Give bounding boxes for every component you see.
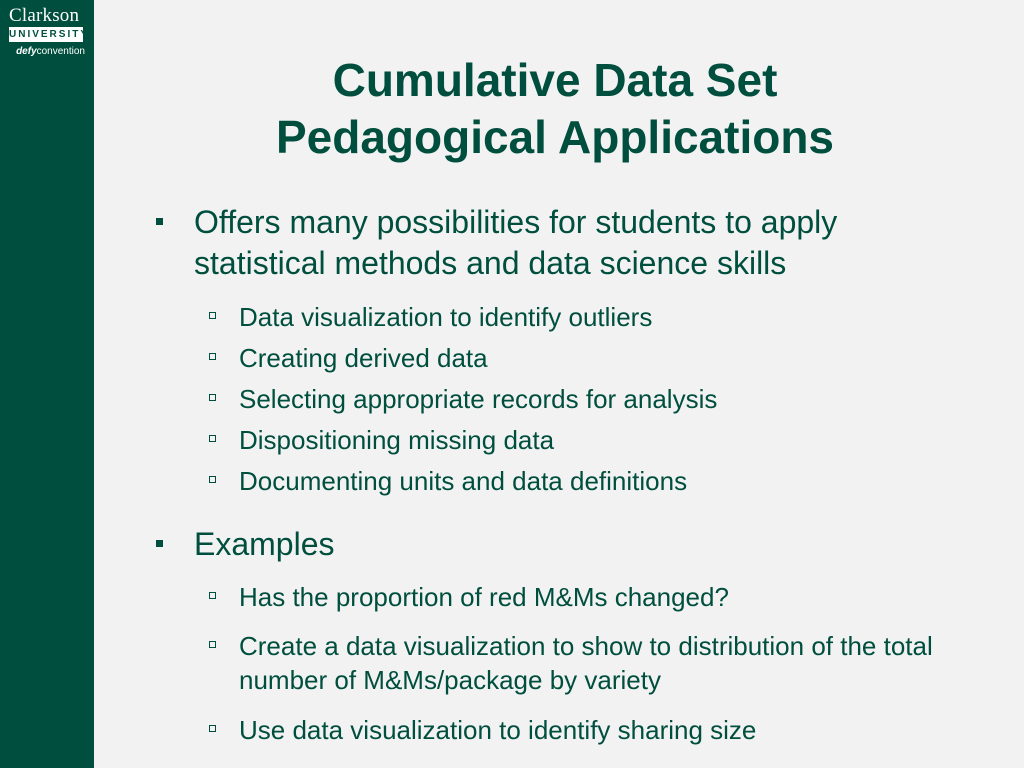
sub-bullet-text: Create a data visualization to show to distribution of the total number of M&Ms/package by variety	[239, 631, 933, 695]
sub-bullet-text: Use data visualization to identify sharing size	[239, 715, 757, 745]
logo-tagline-bold: defy	[16, 46, 37, 57]
sub-bullet-square-icon	[209, 312, 216, 319]
sub-bullet-square-icon	[209, 394, 216, 401]
sub-bullet	[239, 580, 959, 614]
sub-bullet-text: Documenting units and data definitions	[239, 466, 688, 496]
bullet-square-icon	[156, 218, 163, 225]
sub-bullet	[239, 464, 959, 498]
logo-university: UNIVERSITY	[9, 29, 90, 40]
logo-tagline-rest: convention	[36, 46, 85, 57]
sub-bullet-square-icon	[209, 435, 216, 442]
slide-title	[180, 52, 930, 166]
university-logo	[9, 5, 90, 57]
sub-bullet-square-icon	[209, 476, 216, 483]
bullet-text: Offers many possibilities for students to apply statistical methods and data science skills	[194, 204, 838, 281]
title-line-1: Cumulative Data Set	[332, 54, 778, 106]
bullet-offers	[194, 202, 934, 284]
sub-bullet-square-icon	[209, 592, 216, 599]
sub-bullet	[239, 423, 959, 457]
sub-bullet	[239, 713, 959, 747]
sidebar-band	[0, 0, 94, 768]
logo-name: Clarkson	[9, 5, 80, 26]
logo-tagline	[9, 46, 85, 57]
sub-bullet-text: Dispositioning missing data	[239, 425, 555, 455]
bullet-text: Examples	[194, 526, 335, 562]
sub-bullet-square-icon	[209, 725, 216, 732]
sub-bullet-text: Has the proportion of red M&Ms changed?	[239, 582, 729, 612]
sub-bullet	[239, 341, 959, 375]
bullet-examples	[194, 524, 934, 565]
sub-bullet	[239, 382, 959, 416]
sub-bullet	[239, 300, 959, 334]
sub-bullet-square-icon	[209, 353, 216, 360]
sub-bullet-square-icon	[209, 641, 216, 648]
title-line-2: Pedagogical Applications	[275, 111, 835, 163]
sub-bullet-text: Data visualization to identify outliers	[239, 302, 653, 332]
sub-bullet	[239, 629, 959, 697]
sub-bullet-text: Selecting appropriate records for analysis	[239, 384, 718, 414]
bullet-square-icon	[156, 540, 163, 547]
sub-bullet-text: Creating derived data	[239, 343, 488, 373]
